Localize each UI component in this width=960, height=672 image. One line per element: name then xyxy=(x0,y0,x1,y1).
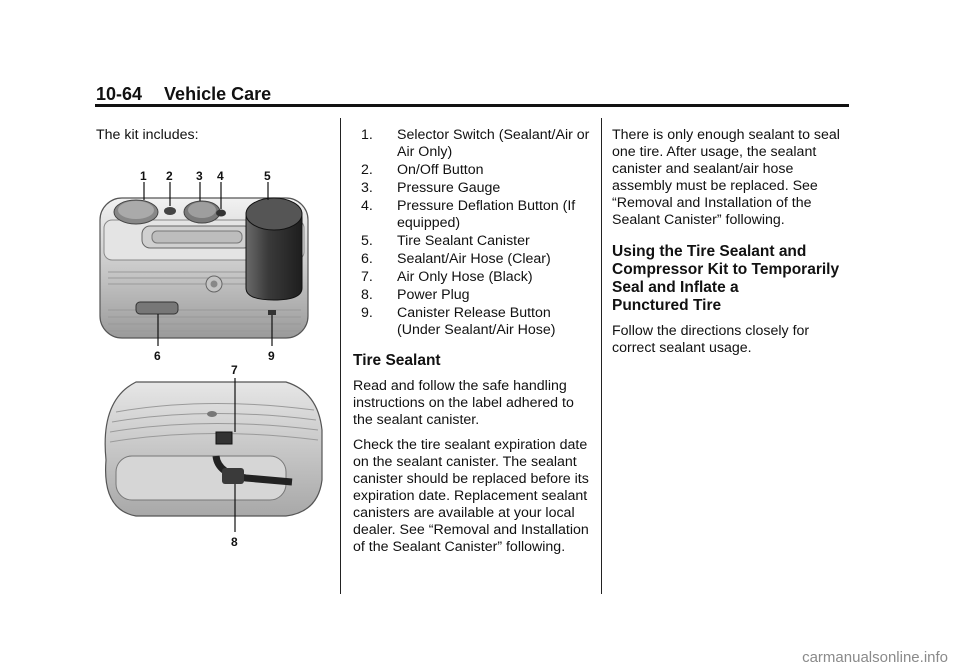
header-rule xyxy=(95,104,849,107)
parts-list xyxy=(353,127,591,339)
sealant-usage-para: There is only enough sealant to seal one tire. After usage, the sealant canister and sealant/air hose assembly must be replaced. See “Removal and Installation of the Sealant Canister” following. xyxy=(612,127,840,228)
list-item: 5. Tire Sealant Canister xyxy=(361,233,530,249)
top-view-unit xyxy=(100,198,308,338)
kit-intro-text: The kit includes: xyxy=(96,127,199,143)
callout-5: 5 xyxy=(264,169,271,183)
directions-para: Follow the directions closely for correct sealant usage. xyxy=(612,323,810,356)
callout-8: 8 xyxy=(231,535,238,549)
list-item: 2. On/Off Button xyxy=(361,162,484,178)
compressor-kit-illustration xyxy=(96,160,326,560)
tire-sealant-para-2: Check the tire sealant expiration date on the sealant canister. The sealant canister should be replaced before its expiration date. Replacement sealant canisters are available at your local dealer. See “Removal and Installation of the Sealant Canister” following. xyxy=(353,437,589,555)
list-item: 4. Pressure Deflation Button (If equipped) xyxy=(361,198,576,231)
callout-3: 3 xyxy=(196,169,203,183)
list-item: 9. Canister Release Button (Under Sealant/Air Hose) xyxy=(361,305,556,338)
callout-2: 2 xyxy=(166,169,173,183)
column-right xyxy=(612,127,852,365)
page-header xyxy=(96,84,271,105)
column-left xyxy=(96,127,326,152)
tire-sealant-para-1: Read and follow the safe handling instructions on the label adhered to the sealant canister. xyxy=(353,378,574,428)
column-divider-2 xyxy=(601,118,602,594)
list-item: 6. Sealant/Air Hose (Clear) xyxy=(361,251,551,267)
page-number: 10-64 xyxy=(96,84,143,104)
column-divider-1 xyxy=(340,118,341,594)
using-kit-heading: Using the Tire Sealant and Compressor Kit to Temporarily Seal and Inflate a Punctured Tire xyxy=(612,243,840,314)
bottom-view-unit xyxy=(105,382,322,516)
callout-6: 6 xyxy=(154,349,161,363)
watermark-text: carmanualsonline.info xyxy=(802,649,948,666)
section-title: Vehicle Care xyxy=(164,84,272,104)
list-item: 7. Air Only Hose (Black) xyxy=(361,269,533,285)
callout-4: 4 xyxy=(217,169,224,183)
callout-9: 9 xyxy=(268,349,275,363)
callout-1: 1 xyxy=(140,169,147,183)
list-item: 1. Selector Switch (Sealant/Air or Air Only) xyxy=(361,127,590,160)
list-item: 8. Power Plug xyxy=(361,287,470,303)
tire-sealant-heading: Tire Sealant xyxy=(353,352,441,369)
column-middle xyxy=(353,127,591,564)
callout-7: 7 xyxy=(231,363,238,377)
list-item: 3. Pressure Gauge xyxy=(361,180,501,196)
